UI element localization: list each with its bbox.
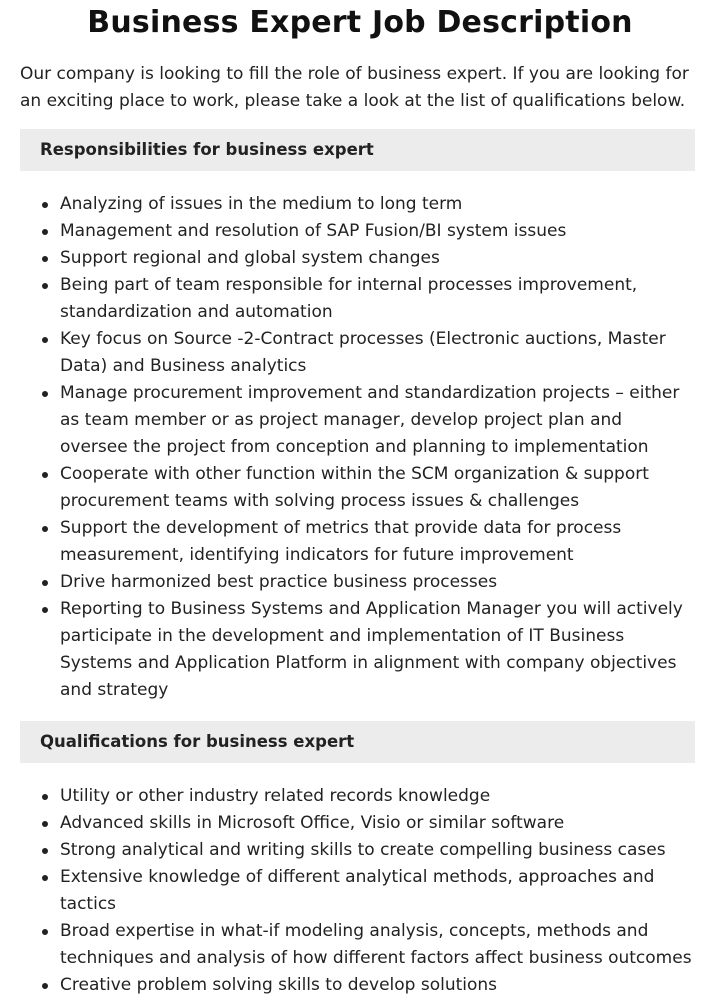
list-item: Creative problem solving skills to develop solutions [60,972,720,999]
responsibilities-heading: Responsibilities for business expert [20,129,695,171]
list-item: Reporting to Business Systems and Application Manager you will actively participate in the development and implementation of IT Business Systems and Application Platform in alignment with company objectives and strategy [60,596,720,704]
list-item: Manage procurement improvement and standardization projects – either as team member or as project manager, develop project plan and oversee the project from conception and planning to implementation [60,380,720,461]
list-item: Utility or other industry related records knowledge [60,783,720,810]
qualifications-list [0,783,720,999]
list-item: Support the development of metrics that provide data for process measurement, identifying indicators for future improvement [60,515,720,569]
list-item: Support regional and global system changes [60,245,720,272]
list-item: Being part of team responsible for internal processes improvement, standardization and automation [60,272,720,326]
page-title: Business Expert Job Description [87,5,633,40]
list-item: Broad expertise in what-if modeling analysis, concepts, methods and techniques and analysis of how different factors affect business outcomes [60,918,720,972]
list-item: Cooperate with other function within the SCM organization & support procurement teams with solving process issues & challenges [60,461,720,515]
list-item: Analyzing of issues in the medium to long term [60,191,720,218]
list-item: Extensive knowledge of different analytical methods, approaches and tactics [60,864,720,918]
responsibilities-list [0,191,720,704]
list-item: Management and resolution of SAP Fusion/BI system issues [60,218,720,245]
qualifications-heading: Qualifications for business expert [20,721,695,763]
list-item: Key focus on Source -2-Contract processes (Electronic auctions, Master Data) and Business analytics [60,326,720,380]
list-item: Advanced skills in Microsoft Office, Visio or similar software [60,810,720,837]
intro-paragraph: Our company is looking to fill the role of business expert. If you are looking for an exciting place to work, please take a look at the list of qualifications below. [20,64,689,111]
list-item: Strong analytical and writing skills to create compelling business cases [60,837,720,864]
list-item: Drive harmonized best practice business processes [60,569,720,596]
